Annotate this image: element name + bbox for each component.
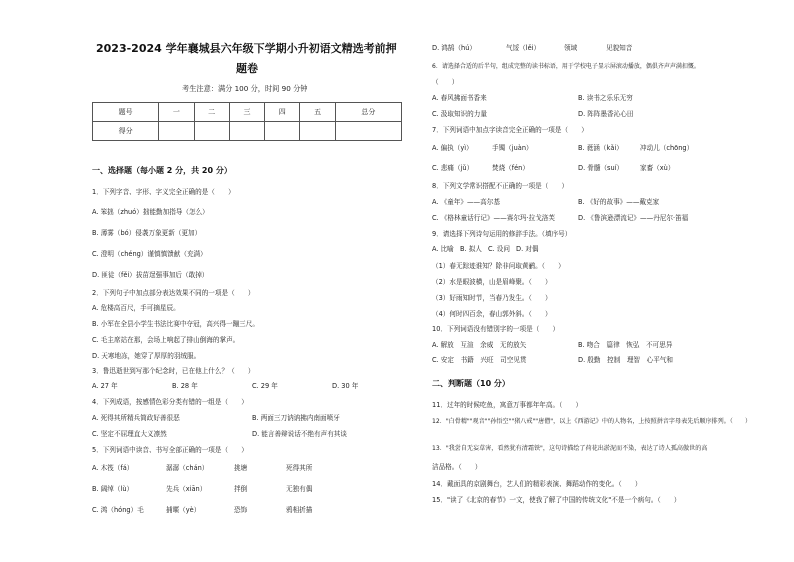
option-line: 焚烧（fén） — [492, 164, 529, 172]
score-input-cell[interactable] — [159, 122, 194, 141]
score-input-cell[interactable] — [265, 122, 300, 141]
judgement-line: 14．戴面具的京剧舞台，艺人们的精彩表演、舞蹈动作的变化。（ ） — [432, 480, 642, 488]
question-line: 2．下列句子中加点部分表达效果不同的一项是（ ） — [92, 289, 255, 297]
option-line: 冲动儿（chōng） — [640, 144, 694, 152]
option-line: 气馁（lěi） — [506, 44, 541, 52]
option-line: D. 阵阵墨香沁心田 — [578, 110, 634, 118]
option-line: 手镯（juàn） — [492, 144, 533, 152]
option-line: C. 澄明（chéng）谨慎慎馈献（充满） — [92, 250, 207, 258]
option-line: A. 《童年》——高尔基 — [432, 198, 500, 206]
option-line: B. 28 年 — [172, 382, 198, 390]
option-line: D. 《鲁滨逊漂流记》——丹尼尔·笛福 — [578, 214, 689, 222]
question-line: 6．请选择合适的后半句，组成完整的读书标语，用于学校电子显示屏滚动播放，偶俱齐声声满扣慨。 — [432, 63, 700, 70]
option-line: B. 读书之乐乐无穷 — [578, 94, 633, 102]
question-line: （ ） — [432, 78, 459, 86]
option-line: B. 两面三刀讷讷拂内南面喷牙 — [252, 414, 340, 422]
score-cell: 题号 — [93, 103, 159, 122]
option-line: A. 偏执（yì） — [432, 144, 473, 152]
option-line: 挑塘 — [234, 464, 248, 472]
judgement-line: 15．"读了《北京的春节》一文，使我了解了中国的传统文化"不是一个病句。（ ） — [432, 496, 681, 504]
score-cell: 一 — [159, 103, 194, 122]
score-cell: 总分 — [335, 103, 401, 122]
option-line: A. 比喻 — [432, 245, 454, 253]
option-line: D. 30 年 — [332, 382, 359, 390]
section2-heading: 二、判断题（10 分） — [432, 379, 510, 388]
option-line: C. 设问 — [488, 245, 510, 253]
judgement-line: 12．"白骨精""观音""孙悟空""猪八戒""唐僧"，以上《西游记》中的人物名，上按照拼音字母表先后顺序排列。（ ） — [432, 418, 752, 425]
option-line: C. 《格林童话行记》——赛尔玛·拉戈洛芙 — [432, 214, 555, 222]
option-line: A. 死得其所精兵简政好善很恶 — [92, 414, 180, 422]
question-line: （3）好雨知时节，当春乃发生。（ ） — [432, 294, 552, 302]
score-input-cell[interactable] — [229, 122, 264, 141]
option-line: C. 鸿（hóng）毛 — [92, 506, 144, 514]
score-table — [92, 102, 402, 141]
score-input-cell[interactable] — [194, 122, 229, 141]
option-line: C. 毛主席站在那，会场上响起了排山倒海的掌声。 — [92, 336, 240, 344]
score-table-score-row — [93, 122, 402, 141]
option-line: B. 小军在全县小学生书法比赛中夺冠，高兴得一蹦三尺。 — [92, 320, 259, 328]
option-line: D. 天寒地冻，她穿了厚厚的羽绒服。 — [92, 352, 201, 360]
question-line: 9．请选择下列诗句运用的修辞手法。（填序号） — [432, 230, 572, 238]
section1-heading: 一、选择题（每小题 2 分，共 20 分） — [92, 166, 232, 175]
question-line: 7．下列词语中加点字读音完全正确的一项是（ ） — [432, 126, 588, 134]
judgement-line: 13．"我尝自无妄草害，看然犹有清霜铁"，这句诗描绘了荷花出淤泥而不染，表达了诗人孤高傲世的高 — [432, 445, 708, 452]
question-line: 1．下列字音、字形、字义完全正确的是（ ） — [92, 188, 235, 196]
option-line: D. 能言善辩说话不绝有声有其谈 — [252, 430, 347, 438]
question-line: （1）春无踪迹谁知？除非问取黄鹂。（ ） — [432, 262, 565, 270]
question-line: 4．下列成语，按感情色彩分类有错的一组是（ ） — [92, 398, 248, 406]
option-line: A. 春风拂面书香来 — [432, 94, 487, 102]
score-cell: 四 — [265, 103, 300, 122]
question-line: （2）水是眼波横，山是眉峰聚。（ ） — [432, 278, 552, 286]
score-table-header-row — [93, 103, 402, 122]
question-line: （4）何时四百余，春山郭外斜。（ ） — [432, 310, 552, 318]
option-line: D. 匪徒（fěi）拔苗逞强事加后（敢掉） — [92, 271, 209, 279]
option-line: 见貌知音 — [606, 44, 633, 52]
option-line: B. 薄雾（bó）侵袭万象更新（更加） — [92, 229, 202, 237]
option-line: B. 蕤涵（kǎi） — [578, 144, 623, 152]
option-line: D. 殷勤 控制 理智 心平气和 — [578, 356, 673, 364]
option-line: C. 汲取知识的力量 — [432, 110, 487, 118]
option-line: C. 坚定不屈理直大义凛然 — [92, 430, 167, 438]
option-line: A. 解放 互渲 余威 无的放矢 — [432, 341, 527, 349]
option-line: 先兵（xiān） — [166, 485, 207, 493]
option-line: B. 阔绰（lù） — [92, 485, 134, 493]
option-line: D. 骨髓（suí） — [578, 164, 624, 172]
option-line: A. 木筏（fá） — [92, 464, 134, 472]
option-line: 潺潺（chán） — [166, 464, 209, 472]
option-line: D. 对偶 — [516, 245, 539, 253]
question-line: 10．下列词语没有错别字的一项是（ ） — [432, 325, 560, 333]
option-line: 家畜（xù） — [640, 164, 675, 172]
option-line: 拌倒 — [234, 485, 248, 493]
exam-title-line2: 题卷 — [236, 62, 258, 75]
option-line: D. 鸿鹄（hú） — [432, 44, 477, 52]
score-cell: 三 — [229, 103, 264, 122]
option-line: 捕暱（yè） — [166, 506, 201, 514]
question-line: 5．下列词语中读音、书写全部正确的一项是（ ） — [92, 446, 248, 454]
score-input-cell[interactable] — [335, 122, 401, 141]
option-line: B. 《好的故事》——戴克家 — [578, 198, 660, 206]
question-line: 3．鲁迅逝世到写那个纪念时，已在他上什么？（ ） — [92, 367, 255, 375]
judgement-line: 洁品格。（ ） — [432, 463, 482, 471]
option-line: C. 29 年 — [252, 382, 278, 390]
option-line: 恐饰 — [234, 506, 248, 514]
option-line: A. 笨拙（zhuó）拙能勤加指导（怎么） — [92, 208, 209, 216]
option-line: A. 27 年 — [92, 382, 118, 390]
option-line: 无独有偶 — [286, 485, 313, 493]
exam-title-line1: 2023-2024 学年襄城县六年级下学期小升初语文精选考前押 — [96, 42, 397, 55]
option-line: A. 危楼高百尺，手可摘星辰。 — [92, 304, 180, 312]
option-line: C. 安定 书籍 兴旺 司空见贯 — [432, 356, 527, 364]
option-line: 鸦相折描 — [286, 506, 313, 514]
score-cell: 二 — [194, 103, 229, 122]
question-line: 8．下列文学常识搭配不正确的一项是（ ） — [432, 182, 569, 190]
exam-notice: 考生注意：满分 100 分，时间 90 分钟 — [182, 84, 308, 93]
option-line: C. 悲痛（jǔ） — [432, 164, 474, 172]
score-cell: 五 — [300, 103, 335, 122]
score-cell: 得分 — [93, 122, 159, 141]
option-line: B. 吻合 篇律 恢弘 不可思异 — [578, 341, 673, 349]
option-line: B. 拟人 — [460, 245, 482, 253]
option-line: 死得其所 — [286, 464, 313, 472]
score-input-cell[interactable] — [300, 122, 335, 141]
judgement-line: 11．过年的时候吃鱼，寓意万事都年年高。（ ） — [432, 401, 583, 409]
option-line: 领域 — [564, 44, 578, 52]
